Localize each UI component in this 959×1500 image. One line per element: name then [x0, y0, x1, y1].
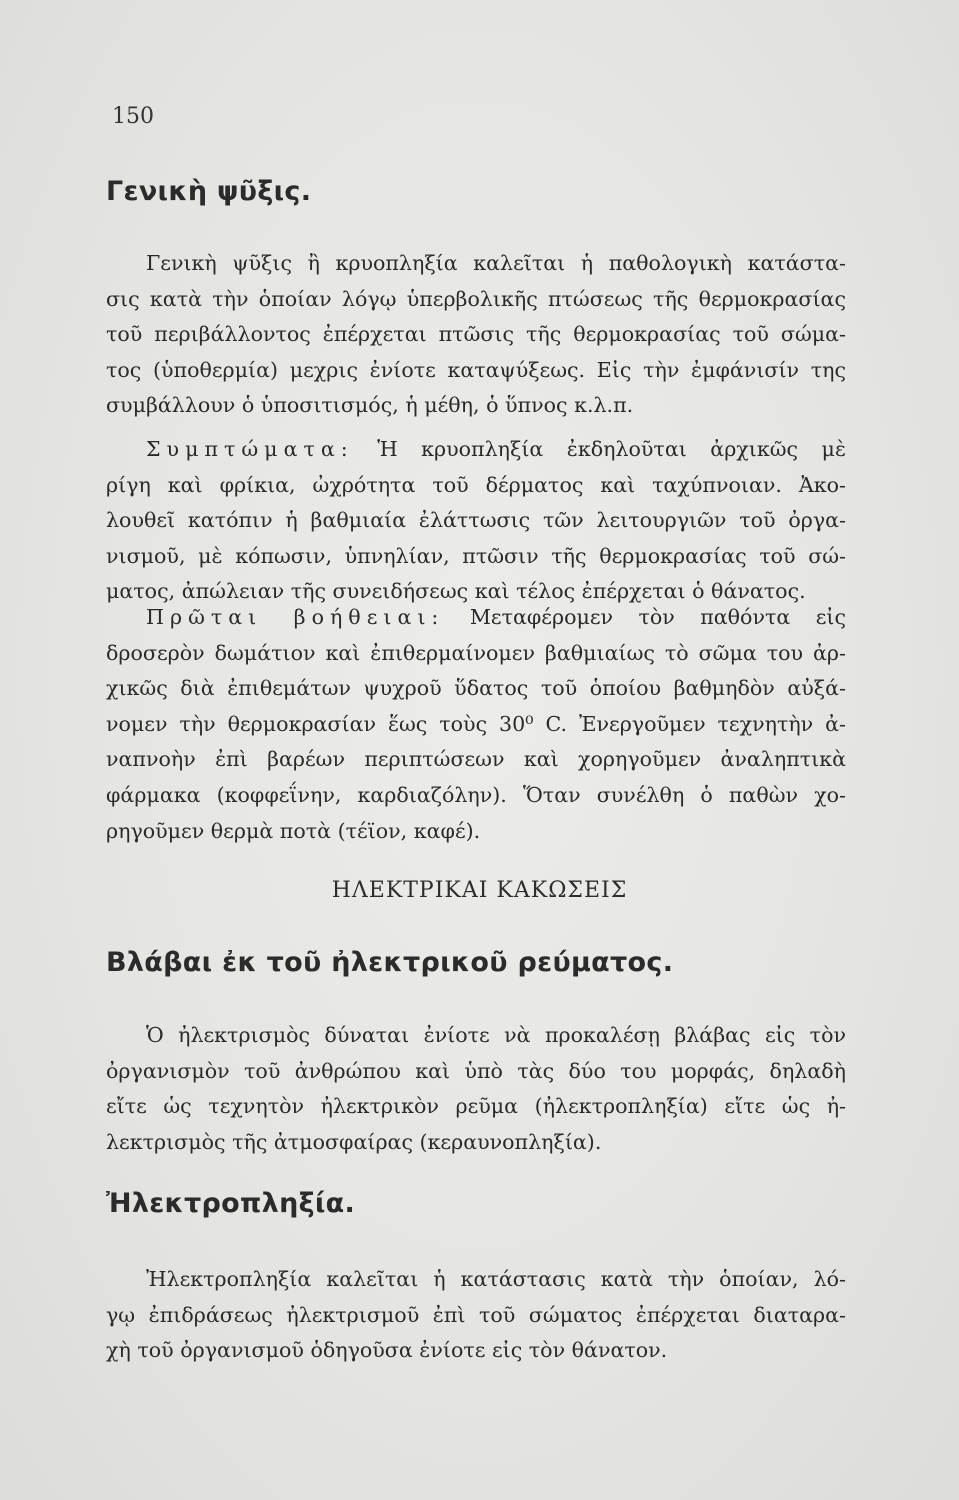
- text-line: γῳ ἐπιδράσεως ἠλεκτρισμοῦ ἐπὶ τοῦ σώματος ἐπέρχεται διαταρα-: [106, 1302, 846, 1327]
- text-line: τοῦ περιβάλλοντος ἐπέρχεται πτῶσις τῆς θερμοκρασίας τοῦ σώμα-: [106, 322, 846, 347]
- heading-vlavai: Βλάβαι ἐκ τοῦ ἠλεκτρικοῦ ρεύματος.: [106, 947, 674, 978]
- paragraph-psyxis-definition: [106, 246, 846, 424]
- paragraph-ilektroplixia-definition: [106, 1262, 846, 1369]
- paragraph-ilektrismos: [106, 1018, 846, 1160]
- text-line: ρηγοῦμεν θερμὰ ποτὰ (τέϊον, καφέ).: [106, 818, 481, 843]
- text-fragment: Ἡ κρυοπληξία ἐκδηλοῦται ἀρχικῶς μὲ: [377, 437, 846, 461]
- text-line: ρίγη καὶ φρίκια, ὠχρότητα τοῦ δέρματος καὶ ταχύπνοιαν. Ἀκο-: [106, 472, 846, 497]
- paragraph-symptomata: [106, 432, 846, 610]
- text-line: ματος, ἀπώλειαν τῆς συνειδήσεως καὶ τέλος ἐπέρχεται ὁ θάνατος.: [106, 579, 806, 604]
- text-line: δροσερὸν δωμάτιον καὶ ἐπιθερμαίνομεν βαθμιαίως τὸ σῶμα του ἀρ-: [106, 640, 846, 665]
- text-line: [106, 432, 846, 468]
- heading-geniki-psyxis: Γενικὴ ψῦξις.: [106, 176, 312, 207]
- text-line: λεκτρισμὸς τῆς ἀτμοσφαίρας (κεραυνοπληξία).: [106, 1129, 602, 1154]
- text-line: συμβάλλουν ὁ ὑποσιτισμός, ἡ μέθη, ὁ ὕπνος κ.λ.π.: [106, 393, 634, 418]
- text-line: λουθεῖ κατόπιν ἡ βαθμιαία ἐλάττωσις τῶν λειτουργιῶν τοῦ ὀργα-: [106, 508, 846, 533]
- text-line: [106, 600, 846, 636]
- text-line: χικῶς διὰ ἐπιθεμάτων ψυχροῦ ὕδατος τοῦ ὁποίου βαθμηδὸν αὐξά-: [106, 676, 846, 701]
- text-line: εἴτε ὡς τεχνητὸν ἠλεκτρικὸν ρεῦμα (ἠλεκτροπληξία) εἴτε ὡς ἠ-: [106, 1094, 846, 1119]
- text-line: ναπνοὴν ἐπὶ βαρέων περιπτώσεων καὶ χορηγοῦμεν ἀναληπτικὰ: [106, 747, 846, 772]
- text-line: ὀργανισμὸν τοῦ ἀνθρώπου καὶ ὑπὸ τὰς δύο του μορφάς, δηλαδὴ: [106, 1058, 846, 1083]
- text-line: Γενικὴ ψῦξις ἢ κρυοπληξία καλεῖται ἡ παθολογικὴ κατάστα-: [146, 251, 846, 275]
- text-line: νομεν τὴν θερμοκρασίαν ἕως τοὺς 30⁰ C. Ἐνεργοῦμεν τεχνητὴν ἀ-: [106, 711, 846, 736]
- section-title-ilektrikai-kakoseis: ΗΛΕΚΤΡΙΚΑΙ ΚΑΚΩΣΕΙΣ: [331, 878, 628, 903]
- lead-symptomata: Συμπτώματα:: [146, 437, 354, 461]
- paragraph-protai-voitheiai: [106, 600, 846, 849]
- lead-protai-voitheiai: Πρῶται βοήθειαι:: [146, 605, 445, 629]
- text-line: φάρμακα (κοφφεΐνην, καρδιαζόλην). Ὅταν συνέλθη ὁ παθὼν χο-: [106, 782, 846, 807]
- text-line: Ἠλεκτροπληξία καλεῖται ἡ κατάστασις κατὰ τὴν ὁποίαν, λό-: [146, 1267, 846, 1291]
- page-number: 150: [112, 104, 154, 129]
- text-line: σις κατὰ τὴν ὁποίαν λόγῳ ὑπερβολικῆς πτώσεως τῆς θερμοκρασίας: [106, 286, 846, 311]
- text-line: τος (ὑποθερμία) μεχρις ἐνίοτε καταψύξεως. Εἰς τὴν ἐμφάνισίν της: [106, 357, 846, 382]
- text-line: Ὁ ἠλεκτρισμὸς δύναται ἐνίοτε νὰ προκαλέσῃ βλάβας εἰς τὸν: [146, 1023, 846, 1047]
- text-line: χὴ τοῦ ὀργανισμοῦ ὁδηγοῦσα ἐνίοτε εἰς τὸν θάνατον.: [106, 1338, 668, 1363]
- heading-ilektroplixia: Ἠλεκτροπληξία.: [106, 1188, 356, 1219]
- text-fragment: Μεταφέρομεν τὸν παθόντα εἰς: [469, 605, 846, 629]
- text-line: νισμοῦ, μὲ κόπωσιν, ὑπνηλίαν, πτῶσιν τῆς θερμοκρασίας τοῦ σώ-: [106, 543, 846, 568]
